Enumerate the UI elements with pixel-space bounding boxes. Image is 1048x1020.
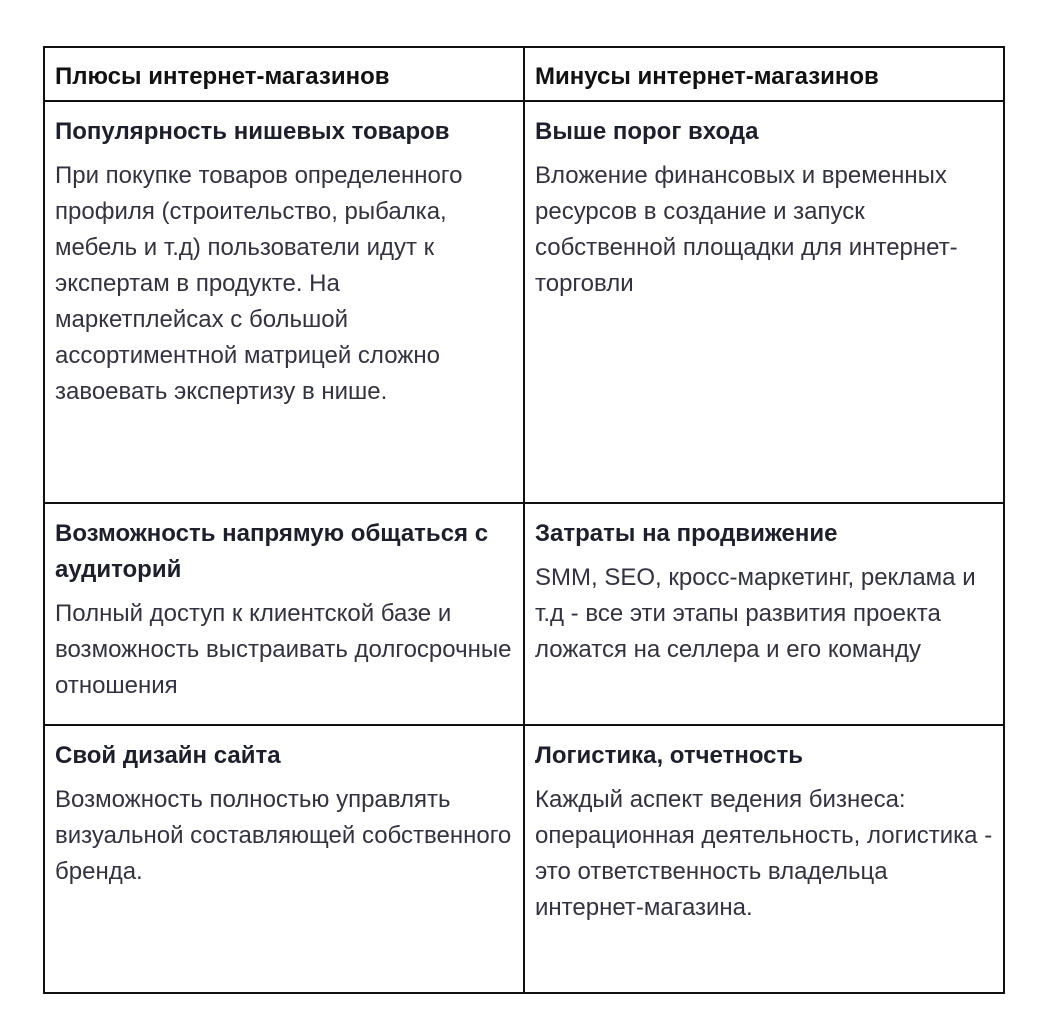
pro-text: Полный доступ к клиентской базе и возможность выстраивать долгосрочные отношения [55,600,512,699]
pro-title: Популярность нишевых товаров [55,118,450,145]
pro-cell [44,725,524,993]
cons-header: Минусы интернет-магазинов [524,47,1004,101]
pro-cell [44,101,524,503]
table-row [44,503,1004,725]
pro-title: Возможность напрямую общаться с аудиторий [55,520,489,583]
pro-text: При покупке товаров определенного профиля (строительство, рыбалка, мебель и т.д) пользователи идут к экспертам в продукте. На маркетплейсах с большой ассортиментной матрицей сложно завоевать экспертизу в нише. [55,162,463,405]
pros-header: Плюсы интернет-магазинов [44,47,524,101]
table-header-row [44,47,1004,101]
table-row [44,725,1004,993]
table-row [44,101,1004,503]
con-text: Каждый аспект ведения бизнеса: операционная деятельность, логистика - это ответственность владельца интернет-магазина. [535,786,993,921]
con-cell [524,503,1004,725]
con-cell [524,101,1004,503]
con-cell [524,725,1004,993]
con-title: Логистика, отчетность [535,742,804,769]
pro-title: Свой дизайн сайта [55,742,281,769]
con-text: SMM, SEO, кросс-маркетинг, реклама и т.д - все эти этапы развития проекта ложатся на селлера и его команду [535,564,976,663]
pro-cell [44,503,524,725]
con-text: Вложение финансовых и временных ресурсов в создание и запуск собственной площадки для интернет-торговли [535,162,958,297]
pro-text: Возможность полностью управлять визуальной составляющей собственного бренда. [55,786,512,885]
con-title: Затраты на продвижение [535,520,838,547]
con-title: Выше порог входа [535,118,759,145]
pros-cons-table [43,46,1005,994]
